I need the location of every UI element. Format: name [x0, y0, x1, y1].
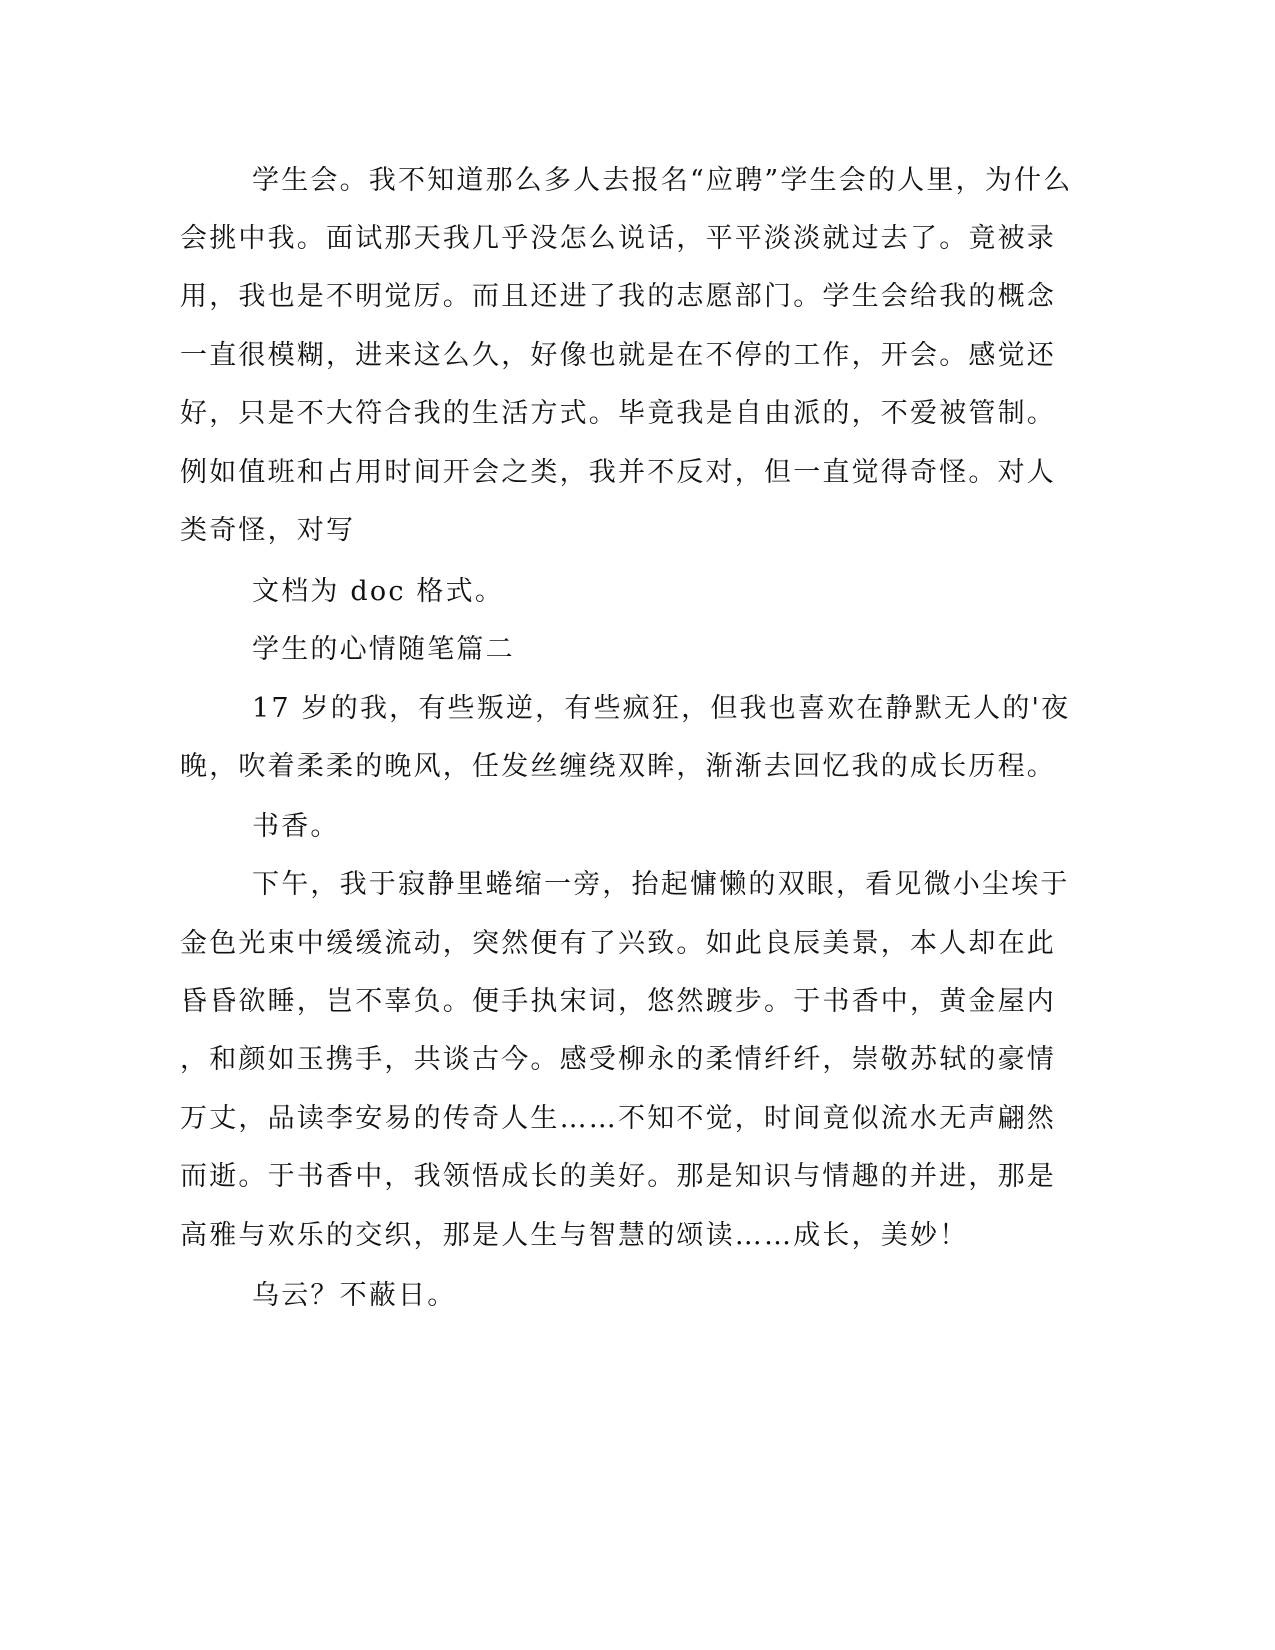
paragraph-line: 下午，我于寂静里蜷缩一旁，抬起慵懒的双眼，看见微小尘埃于 — [252, 869, 1070, 900]
paragraph-line: 高雅与欢乐的交织，那是人生与智慧的颂读……成长，美妙！ — [180, 1220, 969, 1251]
paragraph-line: 类奇怪，对写 — [180, 515, 356, 546]
paragraph-line: ，和颜如玉携手，共谈古今。感受柳永的柔情纤纤，崇敬苏轼的豪情 — [180, 1044, 1056, 1075]
subheading: 乌云？不蔽日。 — [252, 1280, 457, 1311]
paragraph-line: 学生会。我不知道那么多人去报名“应聘”学生会的人里，为什么 — [252, 165, 1073, 196]
paragraph-line: 万丈，品读李安易的传奇人生……不知不觉，时间竟似流水无声翩然 — [180, 1103, 1056, 1134]
paragraph-line: 好，只是不大符合我的生活方式。毕竟我是自由派的，不爱被管制。 — [180, 398, 1056, 429]
paragraph-line: 用，我也是不明觉厉。而且还进了我的志愿部门。学生会给我的概念 — [180, 281, 1056, 312]
paragraph-line: 一直很模糊，进来这么久，好像也就是在不停的工作，开会。感觉还 — [180, 340, 1056, 371]
paragraph-line: 晚，吹着柔柔的晚风，任发丝缠绕双眸，渐渐去回忆我的成长历程。 — [180, 751, 1056, 782]
paragraph-line: 金色光束中缓缓流动，突然便有了兴致。如此良辰美景，本人却在此 — [180, 928, 1056, 959]
paragraph-line: 会挑中我。面试那天我几乎没怎么说话，平平淡淡就过去了。竟被录 — [180, 223, 1056, 254]
subheading: 书香。 — [252, 811, 340, 842]
paragraph-line: 而逝。于书香中，我领悟成长的美好。那是知识与情趣的并进，那是 — [180, 1161, 1056, 1192]
paragraph-line: 昏昏欲睡，岂不辜负。便手执宋词，悠然踱步。于书香中，黄金屋内 — [180, 986, 1056, 1017]
section-heading: 学生的心情随笔篇二 — [252, 634, 515, 665]
paragraph-line: 17 岁的我，有些叛逆，有些疯狂，但我也喜欢在静默无人的'夜 — [252, 693, 1071, 724]
paragraph-line: 例如值班和占用时间开会之类，我并不反对，但一直觉得奇怪。对人 — [180, 457, 1056, 488]
doc-format-note: 文档为 doc 格式。 — [252, 576, 505, 607]
